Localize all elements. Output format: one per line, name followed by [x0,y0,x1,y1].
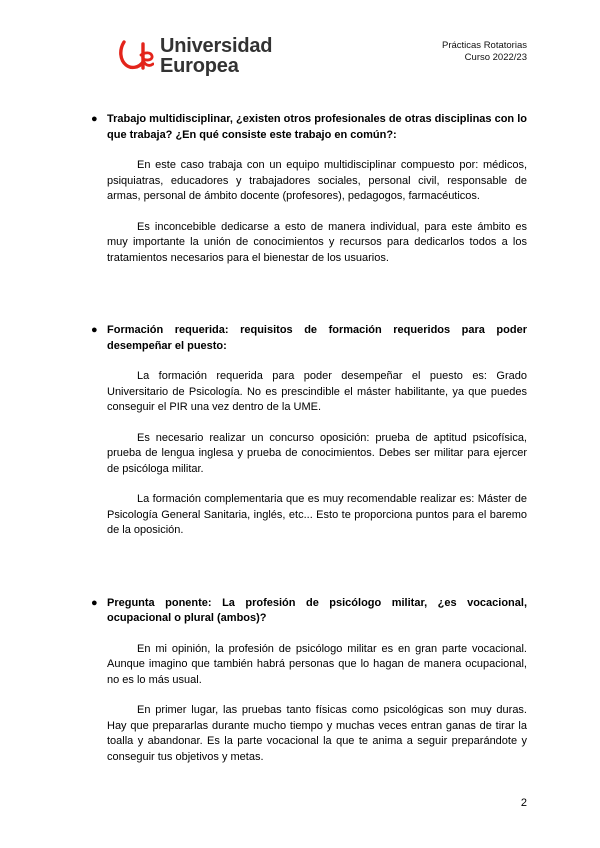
paragraph: En mi opinión, la profesión de psicólogo militar es en gran parte vocacional. Aunque imagino que también habrá personas que lo hagan de manera ocupacional, no es lo más usual. [107,642,527,686]
question-text: Trabajo multidisciplinar, ¿existen otros profesionales de otras disciplinas con lo que trabaja? ¿En qué consiste este trabajo en común?: [107,113,527,141]
page-number: 2 [520,797,527,809]
question-text: Pregunta ponente: La profesión de psicólogo militar, ¿es vocacional, ocupacional o plural (ambos)? [107,596,527,624]
bullet-icon: ● [91,113,98,125]
university-logo [118,36,272,76]
document-body [91,112,527,780]
ue-logo-icon [118,38,154,70]
bullet-icon: ● [91,324,98,336]
section-question [91,323,527,354]
paragraph: La formación requerida para poder desempeñar el puesto es: Grado Universitario de Psicología. No es prescindible el máster habilitante, ya que puedes conseguir el PIR una vez dentro de la UME. [107,370,527,413]
header-course-title: Prácticas Rotatorias [441,40,527,51]
logo-line-1: Universidad [160,35,273,57]
header-course-info [442,40,527,64]
paragraph: En este caso trabaja con un equipo multidisciplinar compuesto por: médicos, psiquiatras, educadores y trabajadores sociales, personal civil, responsable de armas, personal de ámbito docente (profesores), pedagogos, farmacéuticos. [107,159,527,202]
logo-line-2: Europea [160,55,239,77]
header-course-year: Curso 2022/23 [464,52,527,63]
question-text: Formación requerida: requisitos de formación requeridos para poder desempeñar el puesto: [107,324,527,352]
paragraph: Es necesario realizar un concurso oposición: prueba de aptitud psicofísica, prueba de lengua inglesa y prueba de conocimientos. Debes ser militar para ejercer de psicóloga militar. [107,431,527,475]
paragraph: Es inconcebible dedicarse a esto de manera individual, para este ámbito es muy importante la unión de conocimientos y recursos para dedicarlos todos a los tratamientos necesarios para el bienestar de los usuarios. [107,220,527,264]
section-question [91,112,527,143]
section-question [91,596,527,627]
bullet-icon: ● [91,596,98,609]
paragraph: En primer lugar, las pruebas tanto físicas como psicológicas son muy duras. Hay que prepararlas durante mucho tiempo y muchas veces entran ganas de tirar la toalla y abandonar. Es la parte vocacional la que te anima a seguir preparándote y conseguir tus objetivos y metas. [107,704,527,763]
logo-wordmark [160,36,272,76]
paragraph: La formación complementaria que es muy recomendable realizar es: Máster de Psicología General Sanitaria, inglés, etc... Esto te proporciona puntos para el baremo de la oposición. [107,493,527,536]
